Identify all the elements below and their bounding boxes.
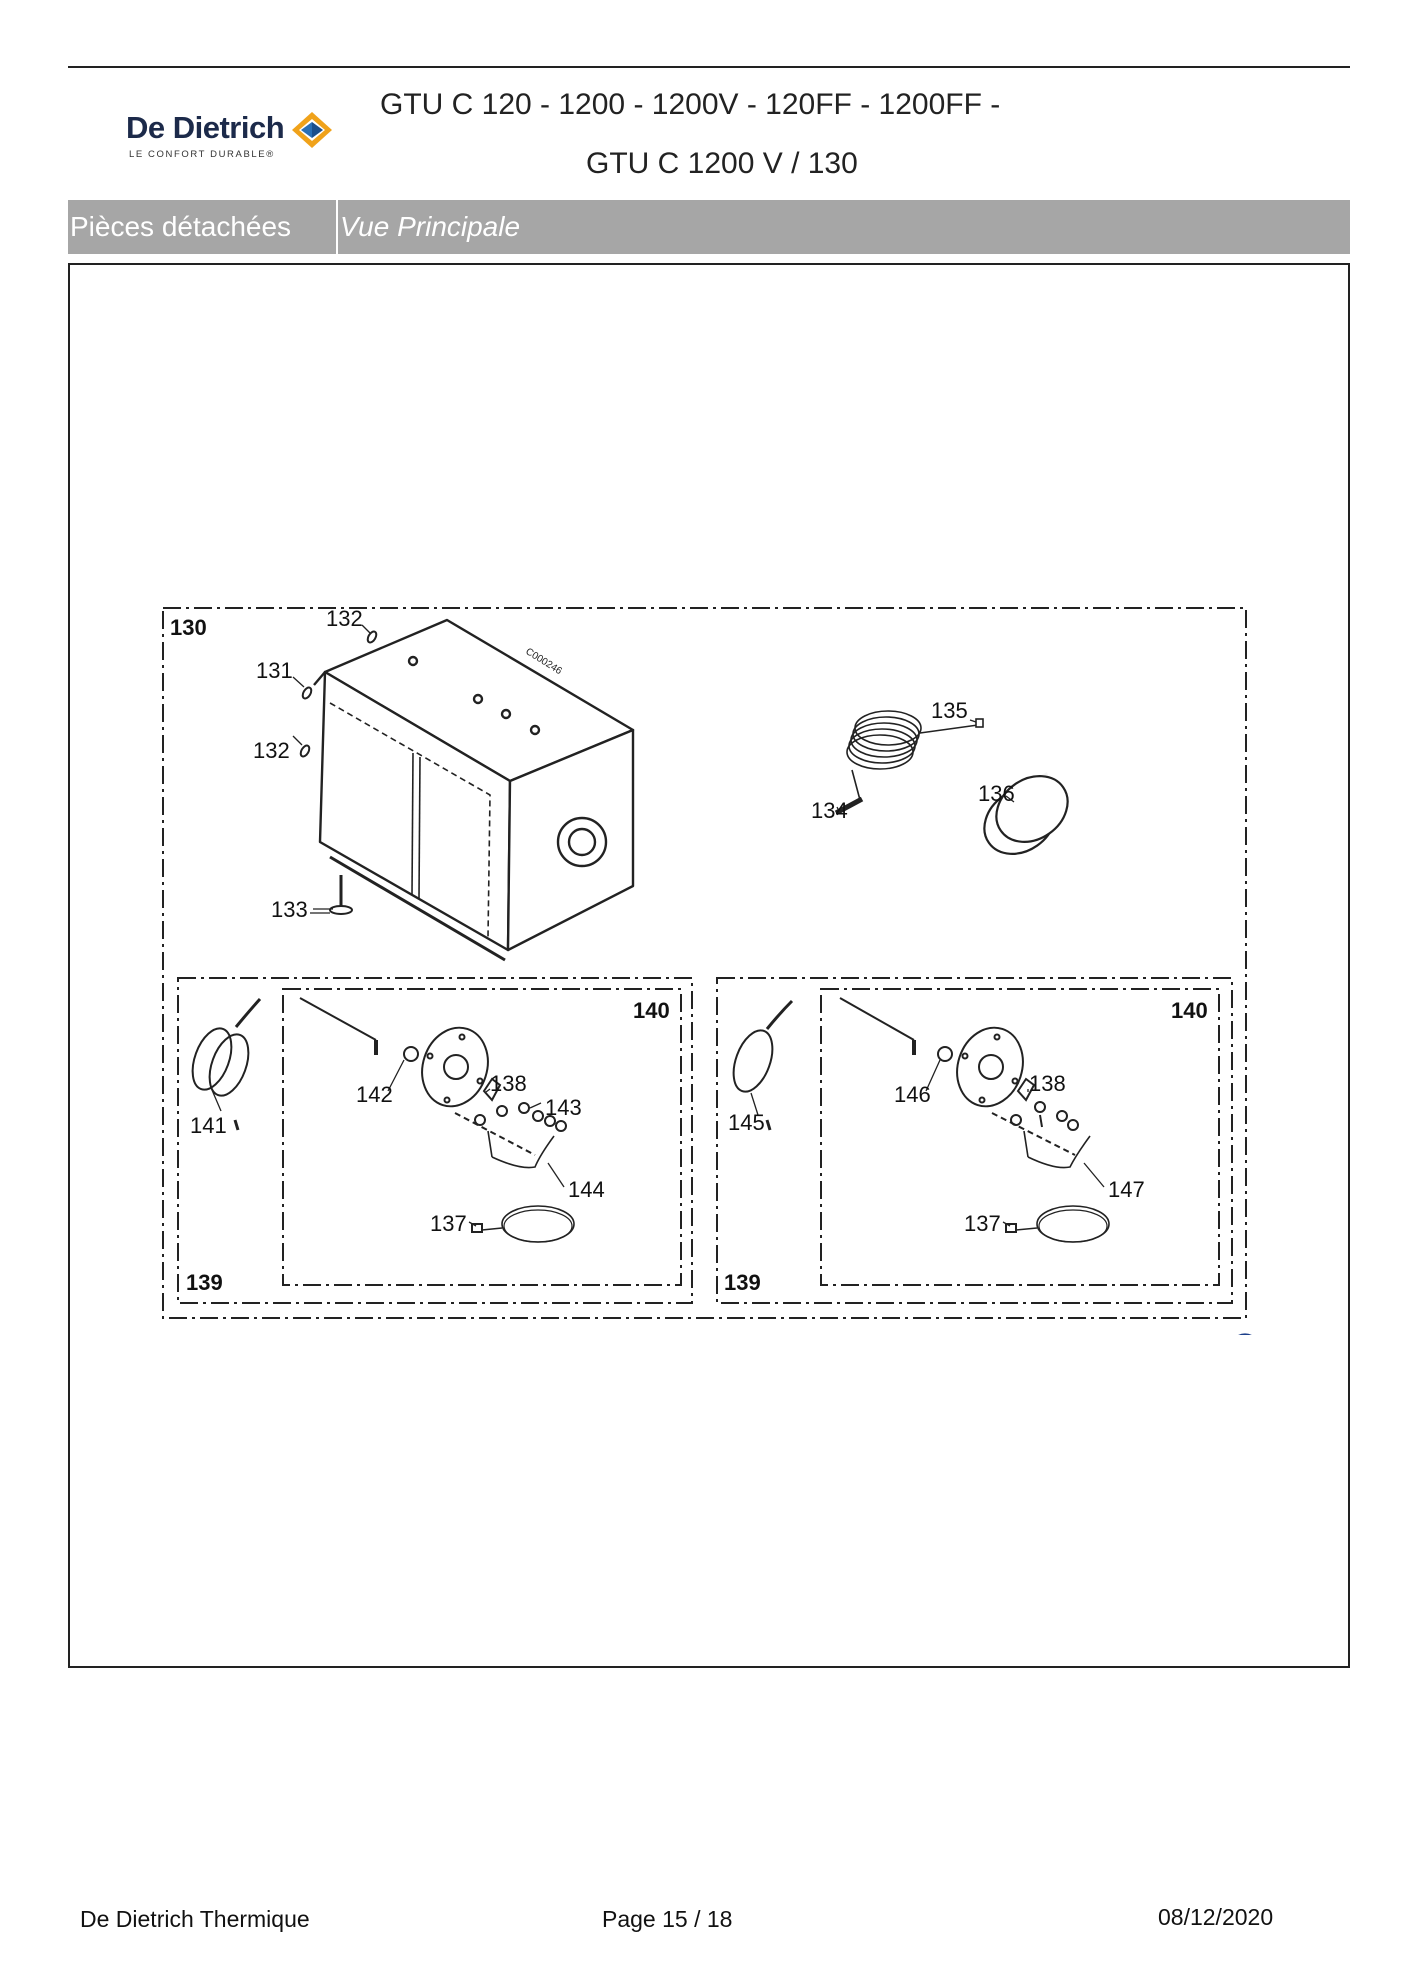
group-box-139-left	[178, 978, 692, 1303]
header-rule	[68, 66, 1350, 68]
diamond-logo-icon	[290, 110, 334, 150]
callout-137-right: 137	[964, 1211, 1001, 1236]
callout-147: 147	[1108, 1177, 1145, 1202]
document-title-line1: GTU C 120 - 1200 - 1200V - 120FF - 1200FF -	[380, 88, 1001, 121]
callout-133: 133	[271, 897, 308, 922]
boiler-body-drawing	[314, 620, 633, 960]
footer-date: 08/12/2020	[1158, 1904, 1274, 1930]
callout-143: 143	[545, 1095, 582, 1120]
group-label-139-left: 139	[186, 1270, 223, 1295]
sensor-coil-drawing	[836, 711, 983, 813]
callout-138-left: 138	[490, 1071, 527, 1096]
callout-137-left: 137	[430, 1211, 467, 1236]
group-box-140-left	[283, 989, 681, 1285]
group-box-139-right	[717, 978, 1232, 1303]
logo-name: De Dietrich	[126, 110, 285, 145]
callout-134: 134	[811, 798, 848, 823]
callout-131: 131	[256, 658, 293, 683]
group-label-140-right: 140	[1171, 998, 1208, 1023]
footer-page-number: Page 15 / 18	[602, 1906, 733, 1932]
cover-disc-drawing	[972, 763, 1081, 868]
section-category: Pièces détachées	[70, 211, 292, 242]
callout-136: 136	[978, 781, 1015, 806]
section-bar	[68, 200, 1350, 254]
group-label-139-right: 139	[724, 1270, 761, 1295]
footer-company: De Dietrich Thermique	[80, 1906, 310, 1932]
callout-132-side: 132	[253, 738, 290, 763]
callout-144: 144	[568, 1177, 605, 1202]
document-title-line2: GTU C 1200 V / 130	[586, 147, 858, 180]
callout-141: 141	[190, 1113, 227, 1138]
drawing-code: C000246	[523, 646, 564, 678]
callout-145: 145	[728, 1110, 765, 1135]
callout-142: 142	[356, 1082, 393, 1107]
group-label-140-left: 140	[633, 998, 670, 1023]
exploded-parts-diagram	[150, 595, 1260, 1335]
right-burner-assembly-drawing	[726, 998, 1109, 1242]
brand-logo	[126, 110, 346, 170]
group-box-140-right	[821, 989, 1219, 1285]
callout-135: 135	[931, 698, 968, 723]
section-view: Vue Principale	[340, 211, 521, 242]
callout-138-right: 138	[1029, 1071, 1066, 1096]
logo-tagline: LE CONFORT DURABLE®	[129, 149, 275, 160]
callout-146: 146	[894, 1082, 931, 1107]
group-label-130: 130	[170, 615, 207, 640]
callout-132-top: 132	[326, 606, 363, 631]
section-divider	[336, 200, 338, 254]
left-burner-assembly-drawing	[185, 998, 574, 1242]
